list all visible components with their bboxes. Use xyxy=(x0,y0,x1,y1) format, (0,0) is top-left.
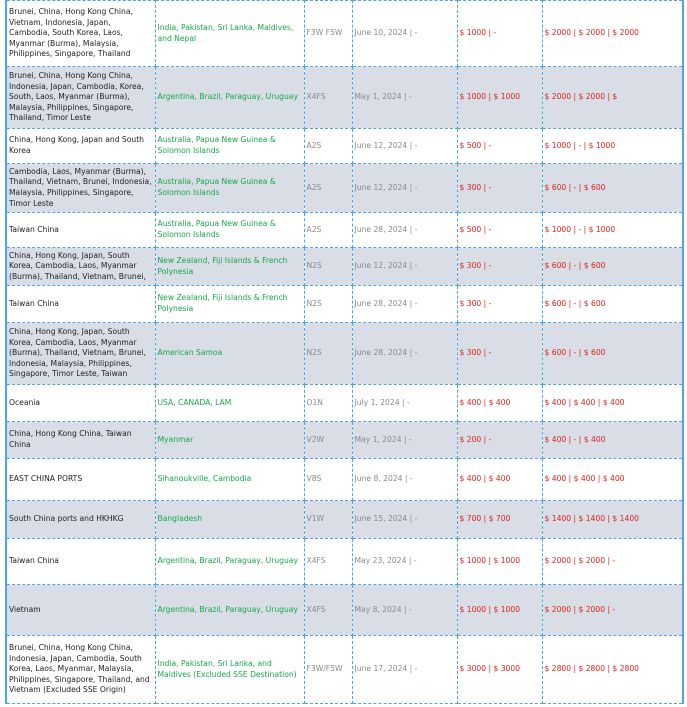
effective-date-cell: May 1, 2024 | - xyxy=(352,67,457,129)
table-row xyxy=(6,459,683,501)
origin-cell: China, Hong Kong, Japan and South Korea xyxy=(6,129,155,164)
origin-cell: Taiwan China xyxy=(6,286,155,323)
price-40ft-cell: $ 400 | - | $ 400 xyxy=(542,422,683,459)
effective-date-cell: June 8, 2024 | - xyxy=(352,459,457,501)
price-40ft-cell: $ 600 | - | $ 600 xyxy=(542,323,683,385)
service-code-cell: V2W xyxy=(304,422,352,459)
price-40ft-cell: $ 1400 | $ 1400 | $ 1400 xyxy=(542,501,683,539)
price-40ft-cell: $ 1000 | - | $ 1000 xyxy=(542,129,683,164)
service-code-cell: X4FS xyxy=(304,539,352,585)
destination-cell: New Zealand, Fiji Islands & French Polynesia xyxy=(155,286,304,323)
table-row xyxy=(6,323,683,385)
table-row xyxy=(6,501,683,539)
price-20ft-cell: $ 1000 | $ 1000 xyxy=(457,585,542,636)
origin-cell: China, Hong Kong China, Taiwan China xyxy=(6,422,155,459)
destination-cell: Argentina, Brazil, Paraguay, Uruguay xyxy=(155,67,304,129)
table-row xyxy=(6,539,683,585)
table-row xyxy=(6,164,683,213)
effective-date-cell: May 23, 2024 | - xyxy=(352,539,457,585)
effective-date-cell: June 28, 2024 | - xyxy=(352,323,457,385)
effective-date-cell: June 17, 2024 | - xyxy=(352,636,457,704)
table-row xyxy=(6,286,683,323)
origin-cell: China, Hong Kong, Japan, South Korea, Cambodia, Laos, Myanmar (Burma), Thailand, Vietnam, Brunei, Indonesia, Malaysia, Philippines, Singapore, Timor Leste, Taiwan xyxy=(6,323,155,385)
effective-date-cell: June 10, 2024 | - xyxy=(352,1,457,67)
price-20ft-cell: $ 500 | - xyxy=(457,213,542,248)
service-code-cell: F3W/F5W xyxy=(304,636,352,704)
origin-cell: Taiwan China xyxy=(6,213,155,248)
service-code-cell: A2S xyxy=(304,213,352,248)
price-40ft-cell: $ 2800 | $ 2800 | $ 2800 xyxy=(542,636,683,704)
price-20ft-cell: $ 500 | - xyxy=(457,129,542,164)
origin-cell: Brunei, China, Hong Kong China, Indonesia, Japan, Cambodia, South Korea, Laos, Myanmar, Malaysia, Philippines, Singapore, Thailand, and Vietnam (Excluded SSE Origin) xyxy=(6,636,155,704)
price-20ft-cell: $ 300 | - xyxy=(457,164,542,213)
effective-date-cell: June 12, 2024 | - xyxy=(352,248,457,286)
effective-date-cell: June 15, 2024 | - xyxy=(352,501,457,539)
price-40ft-cell: $ 600 | - | $ 600 xyxy=(542,286,683,323)
price-20ft-cell: $ 1000 | $ 1000 xyxy=(457,67,542,129)
price-20ft-cell: $ 300 | - xyxy=(457,323,542,385)
table-row xyxy=(6,385,683,422)
origin-cell: Taiwan China xyxy=(6,539,155,585)
destination-cell: American Samoa xyxy=(155,323,304,385)
price-40ft-cell: $ 600 | - | $ 600 xyxy=(542,248,683,286)
table-row xyxy=(6,1,683,67)
price-40ft-cell: $ 400 | $ 400 | $ 400 xyxy=(542,459,683,501)
price-40ft-cell: $ 2000 | $ 2000 | $ xyxy=(542,67,683,129)
table-row xyxy=(6,129,683,164)
effective-date-cell: June 28, 2024 | - xyxy=(352,286,457,323)
price-40ft-cell: $ 2000 | $ 2000 | - xyxy=(542,539,683,585)
service-code-cell: N2S xyxy=(304,248,352,286)
surcharge-rates-table xyxy=(5,0,684,704)
price-20ft-cell: $ 1000 | $ 1000 xyxy=(457,539,542,585)
service-code-cell: A2S xyxy=(304,129,352,164)
origin-cell: China, Hong Kong, Japan, South Korea, Cambodia, Laos, Myanmar (Burma), Thailand, Vietnam, Brunei, xyxy=(6,248,155,286)
table-row xyxy=(6,248,683,286)
table-row xyxy=(6,213,683,248)
effective-date-cell: June 12, 2024 | - xyxy=(352,129,457,164)
service-code-cell: A2S xyxy=(304,164,352,213)
price-20ft-cell: $ 400 | $ 400 xyxy=(457,459,542,501)
effective-date-cell: May 8, 2024 | - xyxy=(352,585,457,636)
origin-cell: Vietnam xyxy=(6,585,155,636)
price-40ft-cell: $ 600 | - | $ 600 xyxy=(542,164,683,213)
effective-date-cell: May 1, 2024 | - xyxy=(352,422,457,459)
destination-cell: Argentina, Brazil, Paraguay, Uruguay xyxy=(155,539,304,585)
origin-cell: Brunei, China, Hong Kong China, Vietnam, Indonesia, Japan, Cambodia, South Korea, Laos, Myanmar (Burma), Malaysia, Philippines, Singapore, Thailand xyxy=(6,1,155,67)
destination-cell: Australia, Papua New Guinea & Solomon Islands xyxy=(155,129,304,164)
destination-cell: Sihanoukville, Cambodia xyxy=(155,459,304,501)
origin-cell: EAST CHINA PORTS xyxy=(6,459,155,501)
origin-cell: Cambodia, Laos, Myanmar (Burma), Thailand, Vietnam, Brunei, Indonesia, Malaysia, Philippines, Singapore, Timor Leste xyxy=(6,164,155,213)
table-row xyxy=(6,636,683,704)
price-20ft-cell: $ 700 | $ 700 xyxy=(457,501,542,539)
service-code-cell: O1N xyxy=(304,385,352,422)
destination-cell: India, Pakistan, Sri Lanka, Maldives, and Nepal xyxy=(155,1,304,67)
price-20ft-cell: $ 400 | $ 400 xyxy=(457,385,542,422)
destination-cell: New Zealand, Fiji Islands & French Polynesia xyxy=(155,248,304,286)
destination-cell: Australia, Papua New Guinea & Solomon Islands xyxy=(155,213,304,248)
service-code-cell: N2S xyxy=(304,286,352,323)
service-code-cell: X4FS xyxy=(304,67,352,129)
service-code-cell: V1W xyxy=(304,501,352,539)
destination-cell: Australia, Papua New Guinea & Solomon Islands xyxy=(155,164,304,213)
price-40ft-cell: $ 2000 | $ 2000 | - xyxy=(542,585,683,636)
origin-cell: South China ports and HKHKG xyxy=(6,501,155,539)
price-20ft-cell: $ 3000 | $ 3000 xyxy=(457,636,542,704)
destination-cell: Myanmar xyxy=(155,422,304,459)
destination-cell: Argentina, Brazil, Paraguay, Uruguay xyxy=(155,585,304,636)
effective-date-cell: June 28, 2024 | - xyxy=(352,213,457,248)
service-code-cell: N2S xyxy=(304,323,352,385)
price-40ft-cell: $ 1000 | - | $ 1000 xyxy=(542,213,683,248)
origin-cell: Oceania xyxy=(6,385,155,422)
price-20ft-cell: $ 300 | - xyxy=(457,286,542,323)
destination-cell: Bangladesh xyxy=(155,501,304,539)
table-row xyxy=(6,67,683,129)
table-row xyxy=(6,585,683,636)
price-20ft-cell: $ 300 | - xyxy=(457,248,542,286)
price-40ft-cell: $ 400 | $ 400 | $ 400 xyxy=(542,385,683,422)
price-20ft-cell: $ 1000 | - xyxy=(457,1,542,67)
destination-cell: USA, CANADA, LAM xyxy=(155,385,304,422)
price-40ft-cell: $ 2000 | $ 2000 | $ 2000 xyxy=(542,1,683,67)
service-code-cell: X4FS xyxy=(304,585,352,636)
service-code-cell: V8S xyxy=(304,459,352,501)
price-20ft-cell: $ 200 | - xyxy=(457,422,542,459)
effective-date-cell: June 12, 2024 | - xyxy=(352,164,457,213)
destination-cell: India, Pakistan, Sri Lanka, and Maldives (Excluded SSE Destination) xyxy=(155,636,304,704)
origin-cell: Brunei, China, Hong Kong China, Indonesia, Japan, Cambodia, Korea, South, Laos, Myanmar (Burma), Malaysia, Philippines, Singapore, Thailand, Timor Leste xyxy=(6,67,155,129)
effective-date-cell: July 1, 2024 | - xyxy=(352,385,457,422)
service-code-cell: F3W F5W xyxy=(304,1,352,67)
table-row xyxy=(6,422,683,459)
